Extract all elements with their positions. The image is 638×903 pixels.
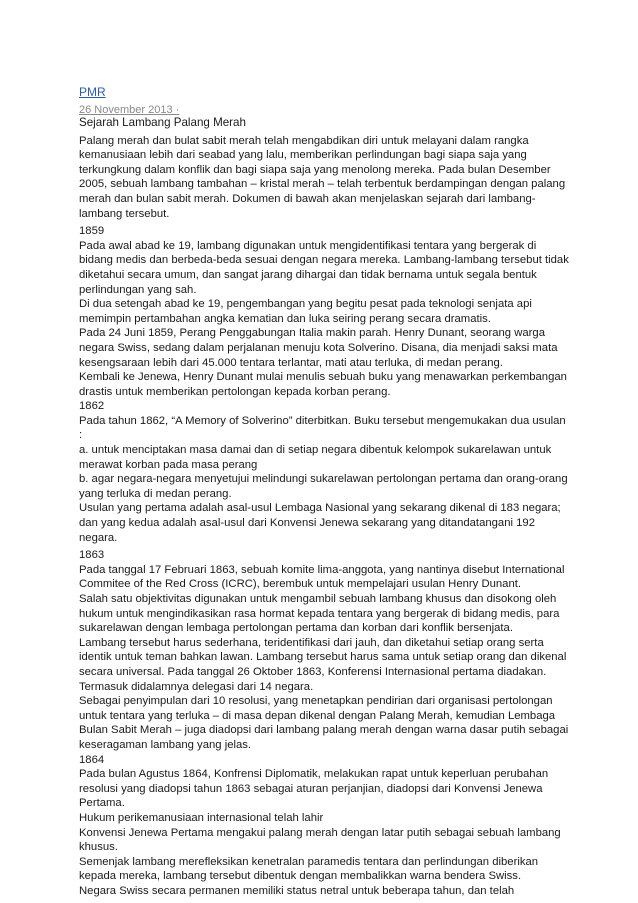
section-1863 bbox=[79, 548, 569, 752]
section-year: 1862 bbox=[79, 400, 105, 413]
paragraph: b. agar negara-negara menyetujui melindungi sukarelawan pertolongan pertama dan orang-orang yang terluka di medan perang. bbox=[79, 473, 568, 500]
paragraph: Kembali ke Jenewa, Henry Dunant mulai menulis sebuah buku yang menawarkan perkembangan drastis untuk memberikan pertolongan kepada korban perang. bbox=[79, 371, 567, 398]
paragraph: Konvensi Jenewa Pertama mengakui palang merah dengan latar putih sebagai sebuah lambang khusus. bbox=[79, 826, 561, 854]
paragraph: Sebagai penyimpulan dari 10 resolusi, yang menetapkan pendirian dari organisasi pertolongan untuk tentara yang terluka – di masa depan dikenal dengan Palang Merah, kemudian Lembaga Bulan Sabit Merah – juga diadopsi dari lambang palang merah dengan warna dasar putih sebagai keseragaman lambang yang jelas. bbox=[79, 695, 569, 751]
paragraph: Hukum perikemanusiaan internasional telah lahir bbox=[79, 811, 324, 824]
paragraph: Pada awal abad ke 19, lambang digunakan untuk mengidentifikasi tentara yang bergerak di bidang medis dan berbeda-beda sesuai dengan negara mereka. Lambang-lambang tersebut tidak diketahui secara umum, dan sangat jarang dihargai dan tidak bernama untuk segala bentuk perlindungan yang sah. bbox=[79, 239, 569, 296]
section-1862 bbox=[79, 399, 569, 545]
paragraph: a. untuk menciptakan masa damai dan di setiap negara dibentuk kelompok sukarelawan untuk merawat korban pada masa perang bbox=[79, 444, 552, 471]
section-1864 bbox=[79, 753, 569, 899]
category-link[interactable]: PMR bbox=[79, 85, 106, 99]
paragraph: Negara Swiss secara permanen memiliki status netral untuk beberapa tahun, dan telah bbox=[79, 884, 515, 897]
section-year: 1859 bbox=[79, 225, 105, 238]
paragraph: Lambang tersebut harus sederhana, teridentifikasi dari jauh, dan diketahui setiap orang serta identik untuk teman bahkan lawan. Lambang tersebut harus sama untuk setiap orang dan dikenal secara universal. Pada tanggal 26 Oktober 1863, Konferensi Internasional pertama diadakan. Termasuk didalamnya delegasi dari 14 negara. bbox=[79, 636, 567, 693]
section-1859 bbox=[79, 224, 569, 399]
paragraph: Salah satu objektivitas digunakan untuk mengambil sebuah lambang khusus dan disokong oleh hukum untuk mengindikasikan rasa hormat kepada tentara yang bergerak di bidang medis, para sukarelawan dengan lembaga pertolongan pertama dan korban dari konflik bersenjata. bbox=[79, 593, 560, 635]
page-title: Sejarah Lambang Palang Merah bbox=[79, 115, 246, 129]
paragraph: Pada 24 Juni 1859, Perang Penggabungan Italia makin parah. Henry Dunant, seorang warga negara Swiss, sedang dalam perjalanan menuju kota Solverino. Disana, dia menjadi saksi mata kesengsaraan lebih dari 45.000 tentara terlantar, mati atau terluka, di medan perang. bbox=[79, 327, 558, 369]
paragraph: Pada tahun 1862, “A Memory of Solverino” diterbitkan. Buku tersebut mengemukakan dua usulan : bbox=[79, 414, 566, 442]
paragraph: Pada tanggal 17 Februari 1863, sebuah komite lima-anggota, yang nantinya disebut International Commitee of the Red Cross (ICRC), berembuk untuk mempelajari usulan Henry Dunant. bbox=[79, 563, 565, 591]
post-date[interactable]: 26 November 2013 · bbox=[79, 103, 180, 116]
document-page bbox=[79, 85, 569, 898]
paragraph: Usulan yang pertama adalah asal-usul Lembaga Nasional yang sekarang dikenal di 183 negara; dan yang kedua adalah asal-usul dari Konvensi Jenewa sekarang yang ditandatangani 192 negara. bbox=[79, 502, 561, 544]
intro-paragraph: Palang merah dan bulat sabit merah telah mengabdikan diri untuk melayani dalam rangka kemanusiaan lebih dari seabad yang lalu, memberikan perlindungan bagi siapa saja yang terkungkung dalam konflik dan bagi siapa saja yang menolong mereka. Pada bulan Desember 2005, sebuah lambang tambahan – kristal merah – telah terbentuk berdampingan dengan palang merah dan bulan sabit merah. Dokumen di bawah akan menjelaskan sejarah dari lambang-lambang tersebut. bbox=[79, 134, 566, 220]
section-year: 1864 bbox=[79, 753, 105, 766]
section-year: 1863 bbox=[79, 549, 105, 562]
paragraph: Pada bulan Agustus 1864, Konfrensi Diplomatik, melakukan rapat untuk keperluan perubahan resolusi yang diadopsi tahun 1863 sebagai aturan perjanjian, diadopsi dari Konvensi Jenewa Pertama. bbox=[79, 768, 549, 810]
paragraph: Di dua setengah abad ke 19, pengembangan yang begitu pesat pada teknologi senjata api memimpin pertambahan angka kematian dan luka seiring perang secara dramatis. bbox=[79, 298, 532, 325]
paragraph: Semenjak lambang merefleksikan kenetralan paramedis tentara dan perlindungan diberikan kepada mereka, lambang tersebut dibentuk dengan membalikkan warna bendera Swiss. bbox=[79, 855, 539, 883]
